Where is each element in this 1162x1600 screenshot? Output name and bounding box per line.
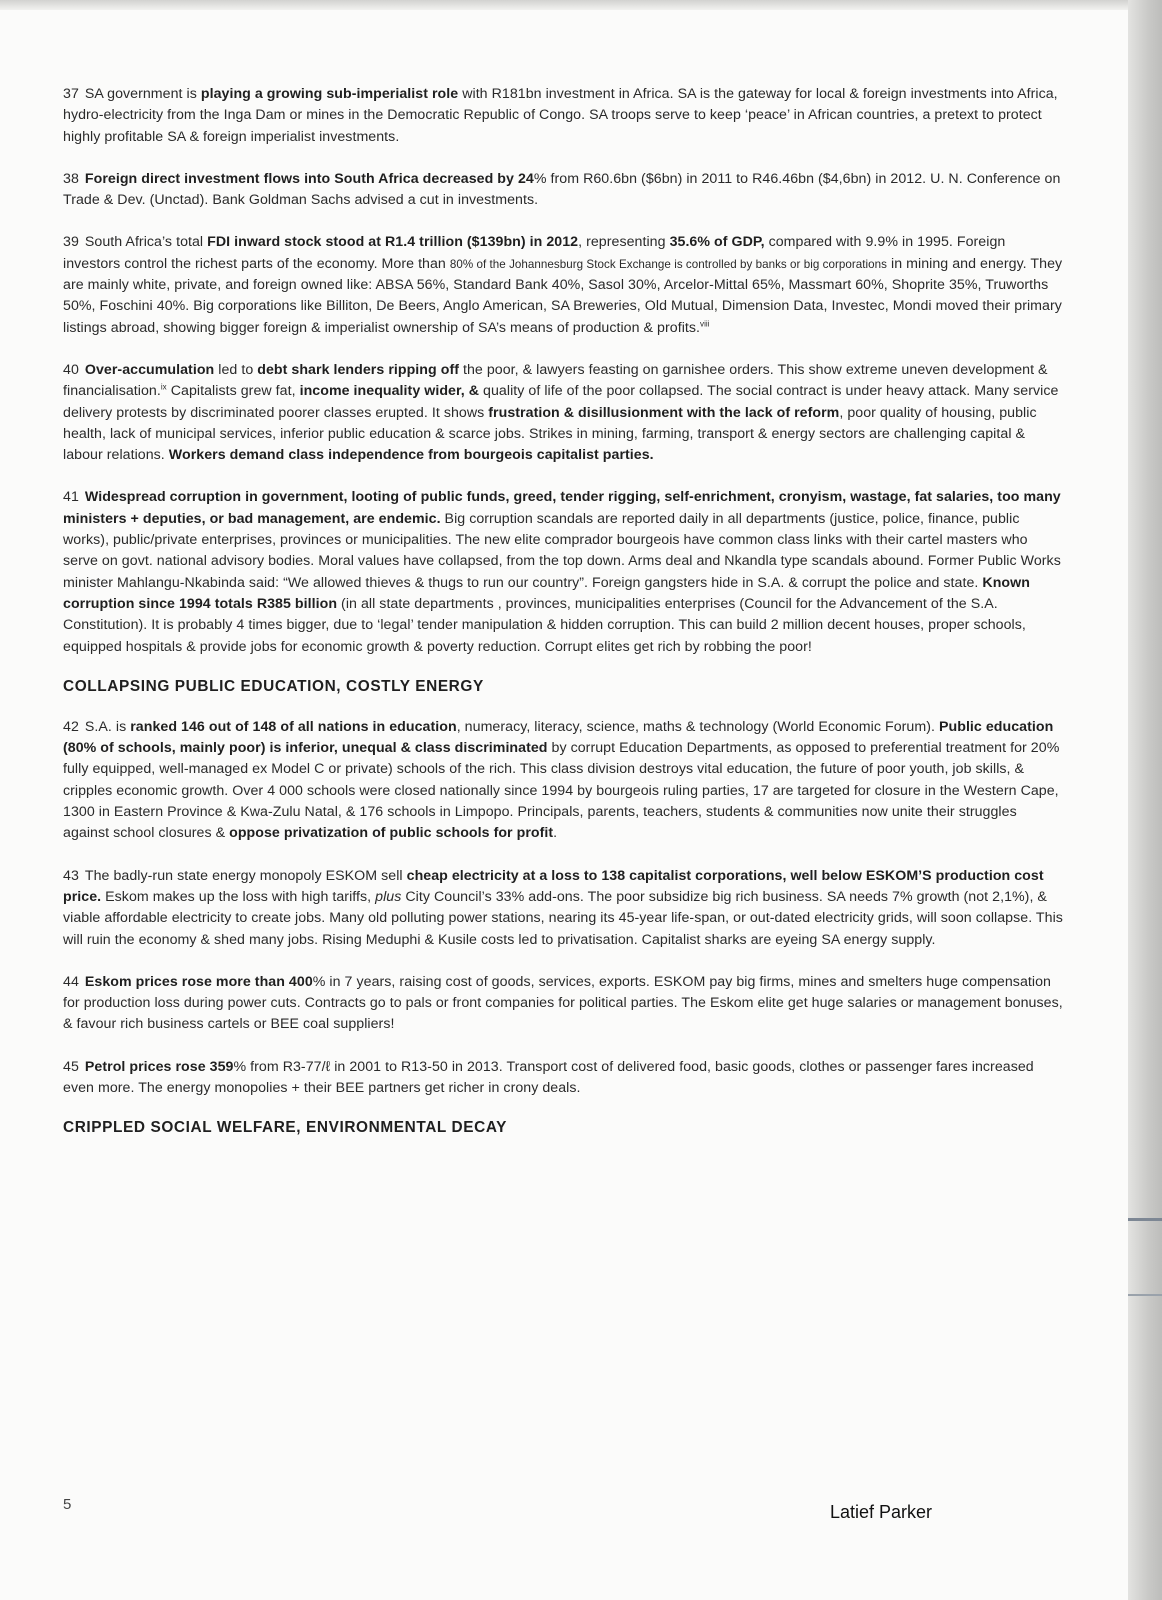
paragraph-text: (in all state departments , provinces, municipalities enterprises (Council for the Advancement of the S.A. Constitution). It is probably 4 times bigger, due to ‘legal’ tender manipulation & hidden corruption. This can build 2 million decent houses, proper schools, equipped hospitals & provide jobs for economic growth & poverty reduction. Corrupt elites get rich by robbing the poor! — [63, 595, 1026, 655]
document-body — [63, 84, 1063, 1137]
paragraph-text: with R181bn investment in Africa. SA is the gateway for local & foreign investments into Africa, hydro-electricity from the Inga Dam or mines in the Democratic Republic of Congo. SA troops serve to keep ‘peace’ in African countries, a pretext to protect highly profitable SA & foreign imperialist investments. — [63, 86, 1058, 145]
paragraph-text: , representing — [578, 234, 670, 251]
paragraph-text: S.A. is — [84, 718, 131, 735]
bold-text: income inequality wider, & — [299, 383, 480, 400]
paragraph-number: 43 — [63, 867, 79, 884]
paragraph-text: quality of life of the poor collapsed. The social contract is under heavy attack. Many service delivery protests by discriminated poorer classes erupted. It shows — [63, 383, 1059, 421]
paragraph-text: led to — [214, 361, 258, 378]
bold-text: Public education (80% of schools, mainly poor) is inferior, unequal & class discriminated — [63, 718, 1054, 757]
paragraph-text: The badly-run state energy monopoly ESKOM sell — [84, 867, 407, 884]
footnote-marker: viii — [700, 318, 710, 328]
paragraph-number: 42 — [63, 718, 79, 735]
paragraph-44 — [63, 972, 1063, 1036]
bold-text: Widespread corruption in government, looting of public funds, greed, tender rigging, self-enrichment, cronyism, wastage, fat salaries, too many ministers + deputies, or bad management, are endemic. — [63, 489, 1061, 527]
italic-text: plus — [375, 888, 402, 905]
bold-text: Known corruption since 1994 totals R385 billion — [63, 574, 1030, 612]
bold-text: Workers demand class independence from bourgeois capitalist parties. — [168, 447, 654, 464]
paragraph-text: % from R60.6bn ($6bn) in 2011 to R46.46bn ($4,6bn) in 2012. U. N. Conference on Trade & Dev. (Unctad). Bank Goldman Sachs advised a cut in investments. — [63, 170, 1061, 209]
paragraph-text: in mining and energy. They are mainly white, private, and foreign owned like: ABSA 56%, Standard Bank 40%, Sasol 30%, Arcelor-Mittal 65%, Massmart 60%, Shoprite 35%, Truworths 50%, Foschini 40%. Big corporations like Billiton, De Beers, Anglo American, SA Breweries, Old Mutual, Dimension Data, Investec, Mondi moved their primary listings abroad, showing bigger foreign & imperialist ownership of SA’s means of production & profits. — [63, 255, 1063, 336]
bold-text: debt shark lenders ripping off — [257, 361, 459, 378]
bold-text: Foreign direct investment flows into South Africa decreased by 24 — [84, 170, 534, 187]
bold-text: ranked 146 out of 148 of all nations in education — [130, 718, 457, 735]
paragraph-text: , numeracy, literacy, science, maths & technology (World Economic Forum). — [456, 718, 939, 735]
paragraph-text: % in 7 years, raising cost of goods, services, exports. ESKOM pay big firms, mines and smelters huge compensation for production loss during power cuts. Contracts go to pals or front companies for political parties. The Eskom elite get huge salaries or management bonuses, & favour rich business cartels or BEE coal suppliers! — [63, 973, 1063, 1033]
paragraph-text: Big corruption scandals are reported daily in all departments (justice, police, finance, public works), public/private enterprises, provinces or municipalities. The new elite comprador bourgeois have common class links with their cartel masters who serve on govt. national advisory bodies. Moral values have collapsed, from the top down. Arms deal and Nkandla type scandals abound. Former Public Works minister Mahlangu-Nkabinda said: “We allowed thieves & thugs to run our country”. Foreign gangsters hide in S.A. & corrupt the police and state. — [63, 510, 1061, 591]
paragraph-41 — [63, 487, 1063, 657]
paragraph-text: Capitalists grew fat, — [166, 383, 300, 400]
section-heading: CRIPPLED SOCIAL WELFARE, ENVIRONMENTAL DECAY — [63, 1119, 507, 1137]
paragraph-text: South Africa’s total — [84, 234, 208, 251]
paragraph-number: 45 — [63, 1058, 79, 1075]
paragraph-text: , poor quality of housing, public health, lack of municipal services, inferior public education & scarce jobs. Strikes in mining, farming, transport & energy sectors are challenging capital & labour relations. — [63, 404, 1037, 464]
small-text: 80% of the Johannesburg Stock Exchange is controlled by banks or big corporations — [449, 257, 888, 271]
scan-edge-mark — [1128, 1218, 1162, 1221]
paragraph-40 — [63, 360, 1063, 466]
paragraph-42 — [63, 717, 1063, 845]
paragraph-text: City Council’s 33% add-ons. The poor subsidize big rich business. SA needs 7% growth (not 2,1%), & viable affordable electricity to create jobs. Many old polluting power stations, nearing its 45-year life-span, or out-dated electricity grids, will soon collapse. This will ruin the economy & shed many jobs. Rising Meduphi & Kusile costs led to privatisation. Capitalist sharks are eyeing SA energy supply. — [63, 888, 1063, 948]
paragraph-number: 40 — [63, 361, 79, 378]
section-heading: COLLAPSING PUBLIC EDUCATION, COSTLY ENERGY — [63, 677, 484, 695]
paragraph-text: by corrupt Education Departments, as opposed to preferential treatment for 20% fully equipped, well-managed ex Model C or private) schools of the rich. This class division destroys vital education, the future of poor youth, job skills, & cripples economic growth. Over 4 000 schools were closed nationally since 1994 by bourgeois ruling parties, 17 are targeted for closure in the Western Cape, 1300 in Eastern Province & Kwa-Zulu Natal, & 176 schools in Limpopo. Principals, parents, teachers, students & communities now unite their struggles against school closures & — [63, 740, 1060, 842]
paragraph-text: Eskom makes up the loss with high tariffs, — [101, 888, 376, 905]
scan-edge-mark — [1128, 1294, 1162, 1296]
bold-text: 35.6% of GDP, — [669, 234, 765, 251]
paragraph-number: 41 — [63, 489, 79, 506]
bold-text: Petrol prices rose 359 — [84, 1058, 234, 1075]
paragraph-number: 38 — [63, 170, 79, 187]
paragraph-text: % from R3-77/ℓ in 2001 to R13-50 in 2013. Transport cost of delivered food, basic goods, clothes or passenger fares increased even more. The energy monopolies + their BEE partners get richer in crony deals. — [63, 1058, 1034, 1096]
bold-text: cheap electricity at a loss to 138 capitalist corporations, well below ESKOM’S production cost price. — [63, 867, 1044, 905]
bold-text: FDI inward stock stood at R1.4 trillion ($139bn) in 2012 — [207, 234, 579, 251]
paragraph-text: compared with 9.9% in 1995. Foreign investors control the richest parts of the economy. More than — [63, 234, 1006, 272]
paragraph-number: 37 — [63, 86, 79, 102]
paragraph-text: the poor, & lawyers feasting on garnishee orders. This show extreme uneven development & financialisation. — [63, 361, 1048, 400]
paragraph-number: 39 — [63, 234, 79, 251]
paragraph-38 — [63, 169, 1063, 212]
bold-text: Eskom prices rose more than 400 — [84, 973, 313, 990]
paragraph-37 — [63, 84, 1063, 148]
paragraph-text: SA government is — [84, 86, 201, 102]
bold-text: oppose privatization of public schools for profit — [229, 825, 554, 842]
paragraph-39 — [63, 232, 1063, 338]
bold-text: frustration & disillusionment with the lack of reform — [488, 404, 840, 421]
bold-text: Over-accumulation — [84, 361, 215, 378]
scan-top-edge — [0, 0, 1162, 10]
paragraph-43 — [63, 866, 1063, 951]
paragraph-45 — [63, 1057, 1063, 1100]
bold-text: playing a growing sub-imperialist role — [200, 86, 459, 102]
author-name: Latief Parker — [830, 1502, 933, 1522]
scan-shadow-edge — [1128, 0, 1162, 1600]
paragraph-number: 44 — [63, 973, 79, 990]
paragraph-text: . — [553, 825, 558, 842]
page-number: 5 — [63, 1496, 72, 1513]
footnote-marker: ix — [160, 382, 167, 392]
